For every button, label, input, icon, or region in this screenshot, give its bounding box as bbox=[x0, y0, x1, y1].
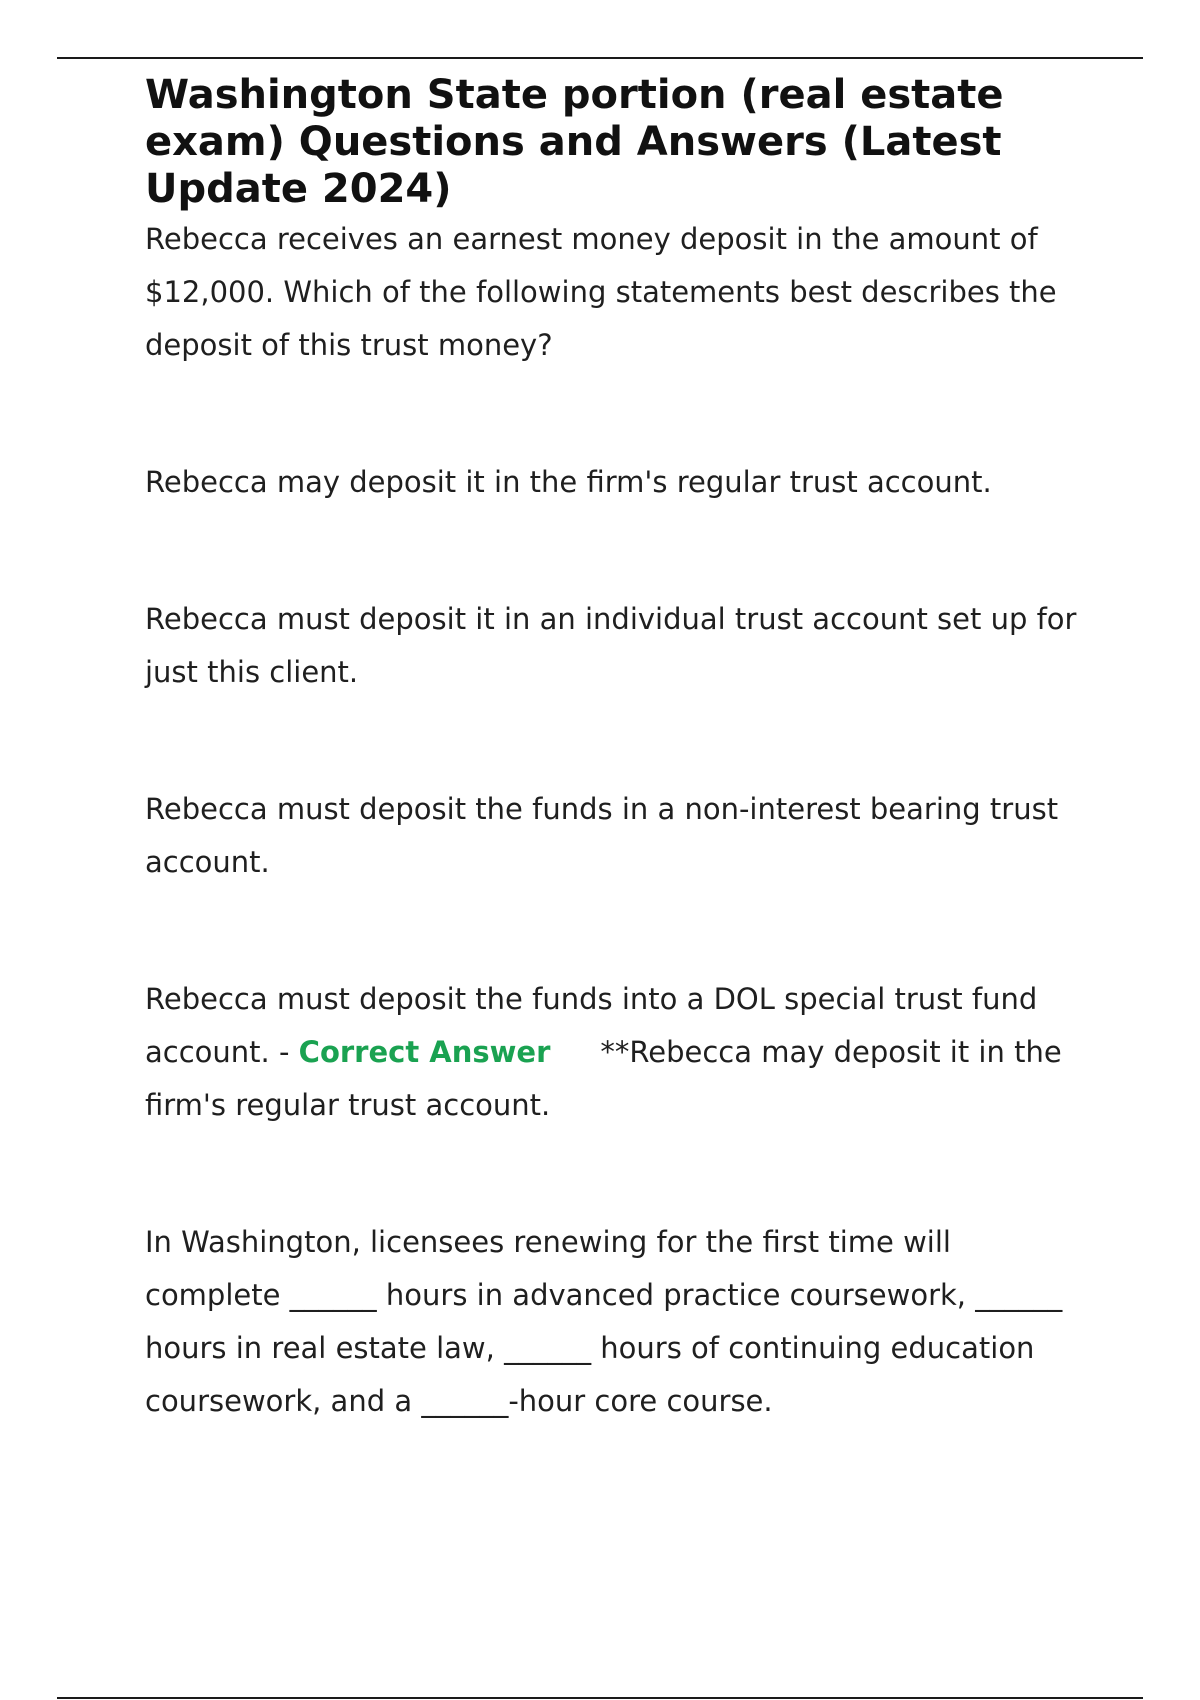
document-body bbox=[145, 72, 1095, 1428]
document-title: Washington State portion (real estate exam) Questions and Answers (Latest Update 2024) bbox=[145, 72, 1004, 212]
bottom-rule bbox=[57, 1697, 1143, 1699]
question-1-answer: **Rebecca may deposit it in the firm's regular trust account. bbox=[145, 1035, 1062, 1122]
question-1-option-a: Rebecca may deposit it in the firm's regular trust account. bbox=[145, 465, 992, 499]
question-2-stem: In Washington, licensees renewing for the first time will complete ______ hours in advanced practice coursework, ______ hours in real estate law, ______ hours of continuing education coursework, and a ______-hour core course. bbox=[145, 1225, 1063, 1418]
question-1-stem: Rebecca receives an earnest money deposit in the amount of $12,000. Which of the following statements best describes the deposit of this trust money? bbox=[145, 222, 1057, 362]
question-1-option-d-with-answer bbox=[145, 973, 1095, 1132]
question-1-option-b: Rebecca must deposit it in an individual trust account set up for just this client. bbox=[145, 602, 1077, 689]
question-1-option-d: Rebecca must deposit the funds into a DOL special trust fund account. - bbox=[145, 982, 1038, 1069]
top-rule bbox=[57, 57, 1143, 59]
question-1-option-c: Rebecca must deposit the funds in a non-interest bearing trust account. bbox=[145, 792, 1059, 879]
correct-answer-label: Correct Answer bbox=[298, 1035, 551, 1069]
